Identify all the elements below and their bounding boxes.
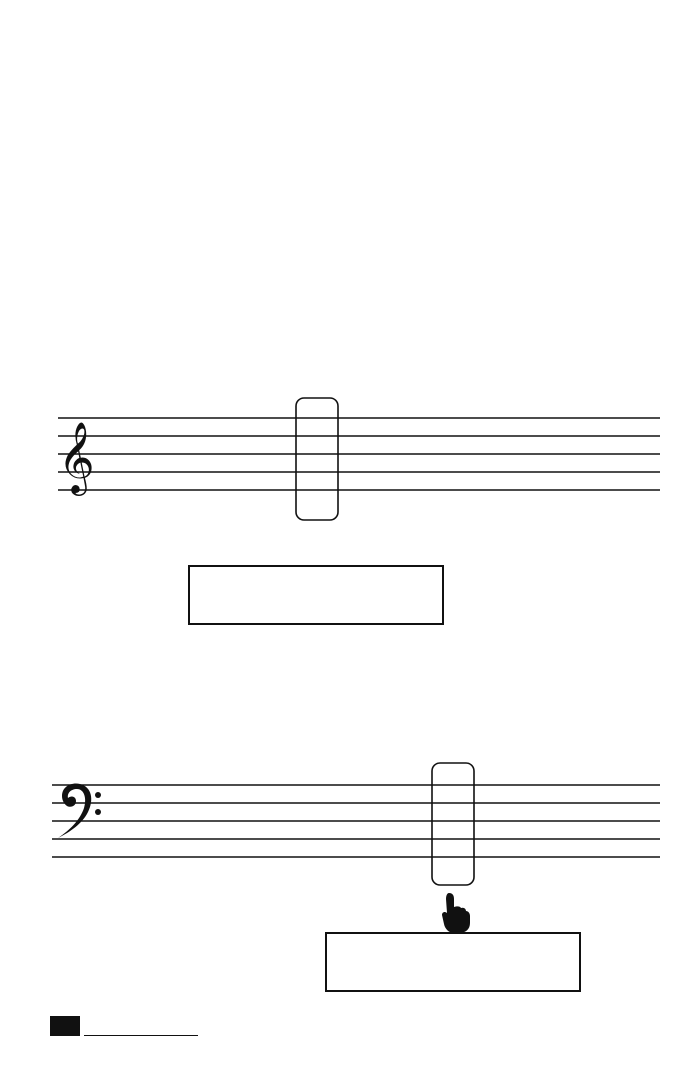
- highlight-box: [432, 763, 474, 885]
- bass-clef-icon: [58, 784, 101, 839]
- treble-clef-icon: 𝄞: [58, 420, 95, 493]
- book-title: [84, 1015, 198, 1036]
- pointing-hand-icon: [442, 893, 470, 933]
- page-number: [50, 1016, 80, 1036]
- bass-callout: [325, 932, 581, 992]
